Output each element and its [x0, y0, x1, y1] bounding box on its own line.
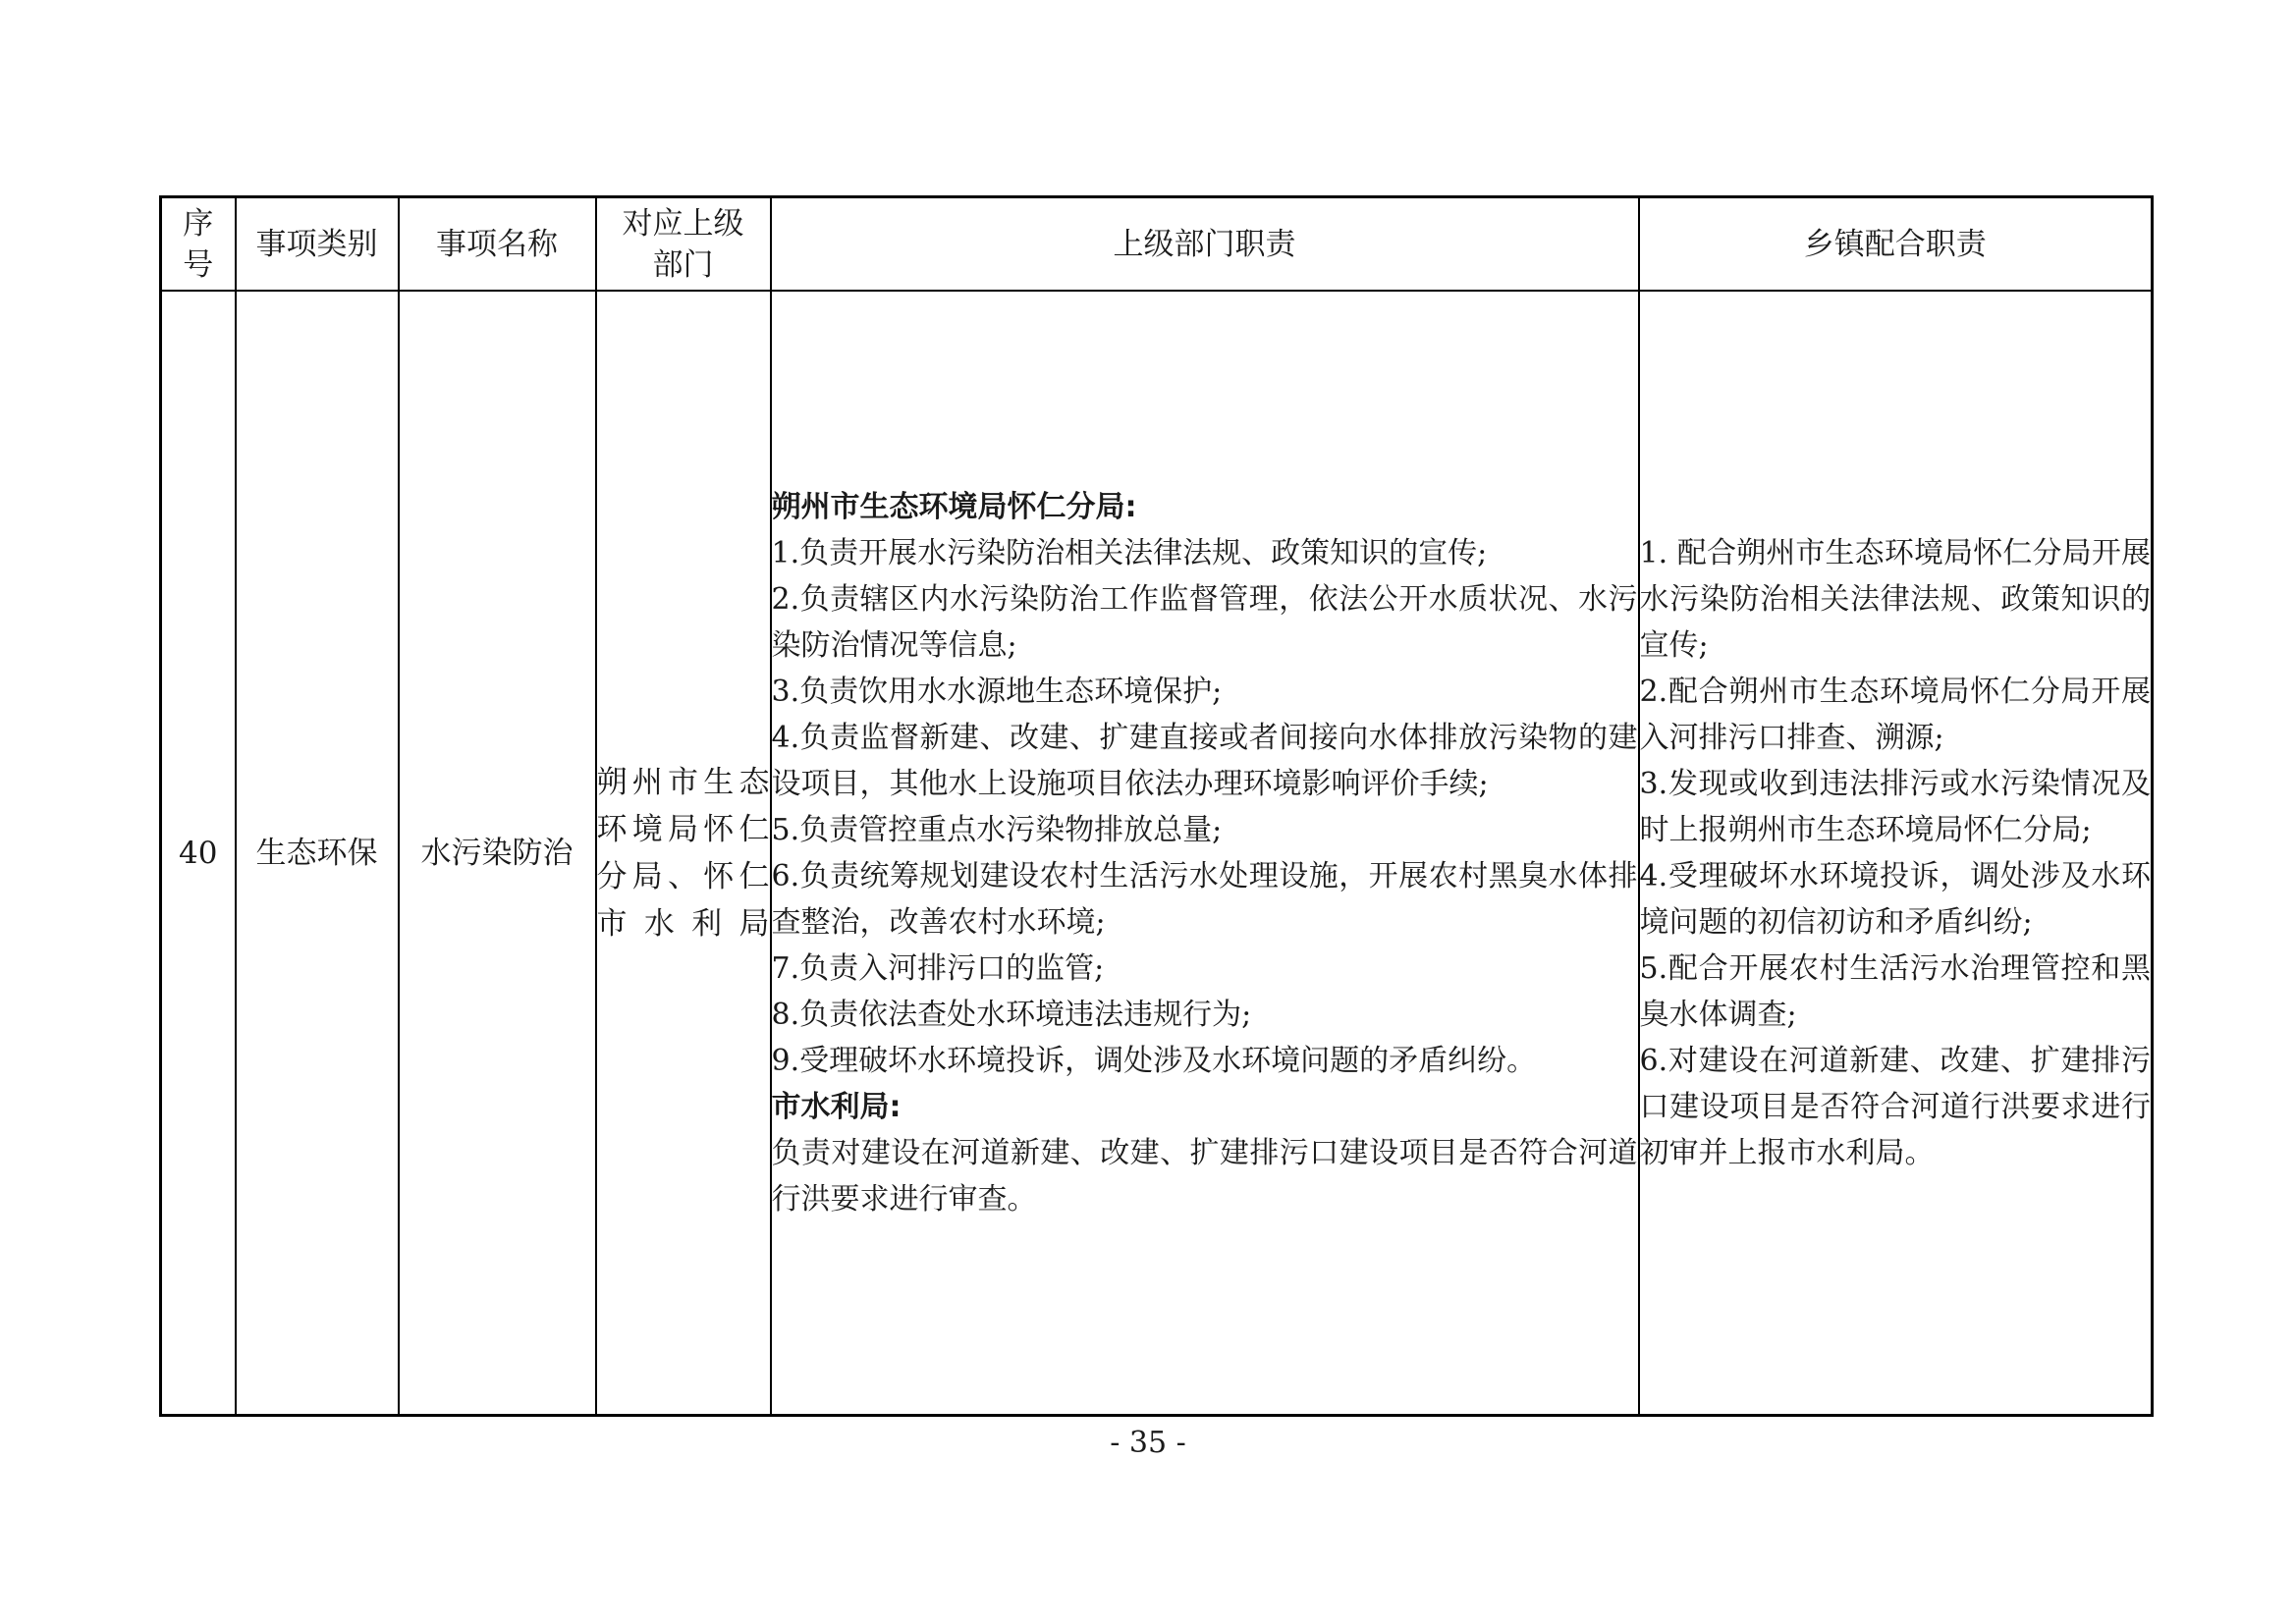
upper-item: 3.负责饮用水水源地生态环境保护; [771, 674, 1223, 709]
header-town-duties: 乡镇配合职责 [1639, 197, 2153, 292]
header-category: 事项类别 [236, 197, 399, 292]
cell-town-duties [1639, 291, 2153, 1416]
table-row [161, 291, 2153, 1416]
upper-item: 5.负责管控重点水污染物排放总量; [771, 812, 1223, 847]
town-item: 1. 配合朔州市生态环境局怀仁分局开展水污染防治相关法律法规、政策知识的宣传; [1639, 535, 2151, 663]
header-seq: 序号 [161, 197, 236, 292]
upper-item: 9.受理破坏水环境投诉，调处涉及水环境问题的矛盾纠纷。 [771, 1043, 1537, 1078]
cell-seq: 40 [161, 291, 236, 1416]
town-item: 4.受理破坏水环境投诉，调处涉及水环境问题的初信初访和矛盾纠纷; [1639, 858, 2151, 940]
upper-item: 7.负责入河排污口的监管; [771, 950, 1105, 986]
upper-item: 1.负责开展水污染防治相关法律法规、政策知识的宣传; [771, 535, 1488, 570]
page-number: - 35 - [1110, 1426, 1186, 1460]
cell-category: 生态环保 [236, 291, 399, 1416]
cell-name: 水污染防治 [399, 291, 596, 1416]
header-upper-duties: 上级部门职责 [771, 197, 1639, 292]
header-dept: 对应上级部门 [596, 197, 771, 292]
upper-item: 8.负责依法查处水环境违法违规行为; [771, 997, 1252, 1032]
cell-dept: 朔州市生态环境局怀仁分局、怀仁市水利局 [596, 291, 771, 1416]
upper-item: 2.负责辖区内水污染防治工作监督管理，依法公开水质状况、水污染防治情况等信息; [771, 581, 1638, 663]
upper-item: 4.负责监督新建、改建、扩建直接或者间接向水体排放污染物的建设项目，其他水上设施项目依法办理环境影响评价手续; [771, 720, 1638, 801]
town-item: 2.配合朔州市生态环境局怀仁分局开展入河排污口排查、溯源; [1639, 674, 2151, 755]
town-item: 3.发现或收到违法排污或水污染情况及时上报朔州市生态环境局怀仁分局; [1639, 766, 2151, 847]
upper-item: 6.负责统筹规划建设农村生活污水处理设施，开展农村黑臭水体排查整治，改善农村水环境; [771, 858, 1638, 940]
matters-table [159, 195, 2154, 1417]
upper-text-2: 负责对建设在河道新建、改建、扩建排污口建设项目是否符合河道行洪要求进行审查。 [771, 1135, 1638, 1217]
upper-heading-2: 市水利局: [771, 1089, 902, 1124]
town-item: 5.配合开展农村生活污水治理管控和黑臭水体调查; [1639, 950, 2151, 1032]
upper-heading-1: 朔州市生态环境局怀仁分局: [771, 489, 1137, 524]
town-item: 6.对建设在河道新建、改建、扩建排污口建设项目是否符合河道行洪要求进行初审并上报市水利局。 [1639, 1043, 2151, 1170]
header-name: 事项名称 [399, 197, 596, 292]
header-row [161, 197, 2153, 292]
cell-upper-duties [771, 291, 1639, 1416]
